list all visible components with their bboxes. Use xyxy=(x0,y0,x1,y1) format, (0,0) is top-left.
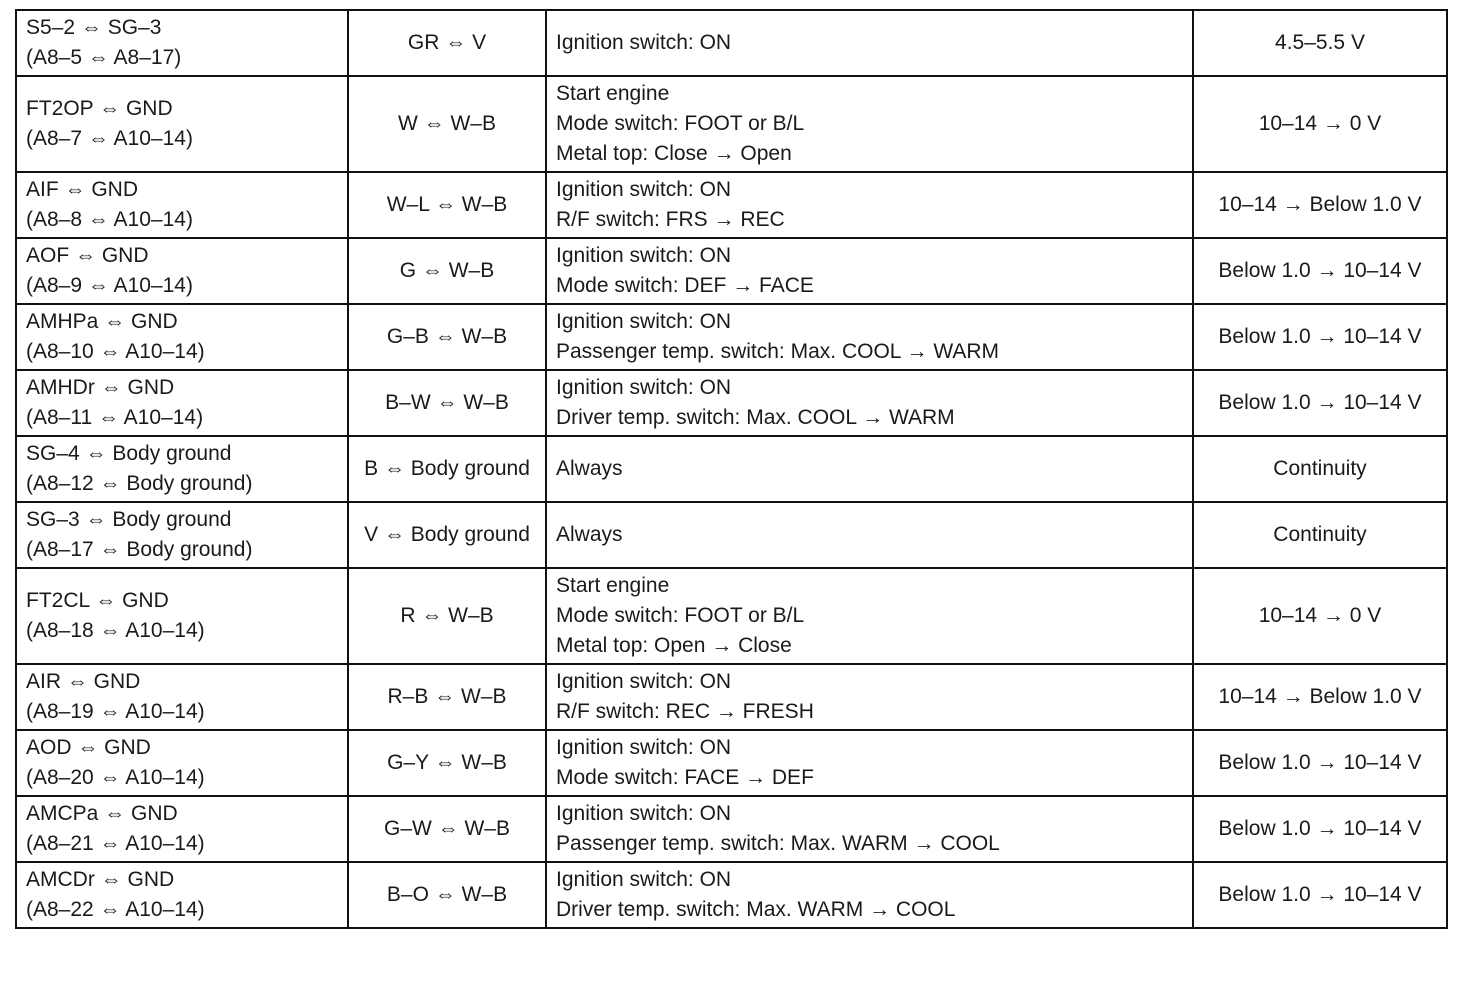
wiring-color-cell: GR ⇔ V xyxy=(348,10,546,76)
terminal-cell xyxy=(16,568,348,664)
specified-condition-cell: 10–14 → Below 1.0 V xyxy=(1193,172,1447,238)
table-row xyxy=(16,370,1447,436)
table-row xyxy=(16,436,1447,502)
table-body xyxy=(16,10,1447,928)
terminal-line: (A8–20 ⇔ A10–14) xyxy=(26,766,205,789)
table-row xyxy=(16,664,1447,730)
terminal-line: (A8–10 ⇔ A10–14) xyxy=(26,340,205,363)
wiring-color-cell: B–O ⇔ W–B xyxy=(348,862,546,928)
wiring-color-cell: G–Y ⇔ W–B xyxy=(348,730,546,796)
wiring-color-cell: W–L ⇔ W–B xyxy=(348,172,546,238)
specified-condition-cell: Continuity xyxy=(1193,502,1447,568)
specified-condition-cell: Below 1.0 → 10–14 V xyxy=(1193,862,1447,928)
terminal-line: S5–2 ⇔ SG–3 xyxy=(26,16,162,39)
condition-line: Ignition switch: ON xyxy=(556,178,732,201)
terminal-line: AIF ⇔ GND xyxy=(26,178,139,201)
specified-condition-cell: Below 1.0 → 10–14 V xyxy=(1193,238,1447,304)
table-row xyxy=(16,304,1447,370)
condition-cell xyxy=(546,370,1193,436)
terminal-line: SG–3 ⇔ Body ground xyxy=(26,508,232,531)
specified-condition-cell: 10–14 → 0 V xyxy=(1193,568,1447,664)
terminal-cell xyxy=(16,862,348,928)
terminal-cell xyxy=(16,502,348,568)
condition-line: Metal top: Open → Close xyxy=(556,634,792,657)
terminal-line: (A8–19 ⇔ A10–14) xyxy=(26,700,205,723)
condition-line: Ignition switch: ON xyxy=(556,310,732,333)
terminal-line: AMCPa ⇔ GND xyxy=(26,802,178,825)
condition-line: Ignition switch: ON xyxy=(556,802,732,825)
specified-condition-cell: Continuity xyxy=(1193,436,1447,502)
terminal-line: AMHPa ⇔ GND xyxy=(26,310,178,333)
wiring-color-cell: W ⇔ W–B xyxy=(348,76,546,172)
terminal-cell xyxy=(16,76,348,172)
terminal-line: AIR ⇔ GND xyxy=(26,670,141,693)
wiring-color-cell: B–W ⇔ W–B xyxy=(348,370,546,436)
condition-line: Mode switch: DEF → FACE xyxy=(556,274,814,297)
wiring-color-cell: R ⇔ W–B xyxy=(348,568,546,664)
table-row xyxy=(16,76,1447,172)
condition-cell xyxy=(546,76,1193,172)
table-row xyxy=(16,796,1447,862)
terminal-line: AOD ⇔ GND xyxy=(26,736,151,759)
terminal-line: (A8–21 ⇔ A10–14) xyxy=(26,832,205,855)
condition-line: Ignition switch: ON xyxy=(556,868,732,891)
specified-condition-cell: Below 1.0 → 10–14 V xyxy=(1193,304,1447,370)
condition-cell xyxy=(546,10,1193,76)
table-row xyxy=(16,730,1447,796)
condition-cell xyxy=(546,862,1193,928)
condition-line: R/F switch: REC → FRESH xyxy=(556,700,814,723)
condition-line: Always xyxy=(556,457,623,480)
terminal-cell xyxy=(16,664,348,730)
condition-cell xyxy=(546,304,1193,370)
condition-cell xyxy=(546,796,1193,862)
condition-line: Ignition switch: ON xyxy=(556,31,732,54)
terminal-cell xyxy=(16,238,348,304)
terminal-line: (A8–5 ⇔ A8–17) xyxy=(26,46,182,69)
table-row xyxy=(16,172,1447,238)
condition-cell xyxy=(546,568,1193,664)
terminal-line: FT2CL ⇔ GND xyxy=(26,589,169,612)
condition-line: Start engine xyxy=(556,574,670,597)
condition-line: Start engine xyxy=(556,82,670,105)
condition-line: Mode switch: FACE → DEF xyxy=(556,766,814,789)
condition-cell xyxy=(546,238,1193,304)
terminal-cell xyxy=(16,370,348,436)
terminal-cell xyxy=(16,436,348,502)
terminal-cell xyxy=(16,10,348,76)
specified-condition-cell: 10–14 → Below 1.0 V xyxy=(1193,664,1447,730)
terminal-line: FT2OP ⇔ GND xyxy=(26,97,173,120)
condition-line: Ignition switch: ON xyxy=(556,376,732,399)
specified-condition-cell: Below 1.0 → 10–14 V xyxy=(1193,796,1447,862)
condition-line: Passenger temp. switch: Max. COOL → WARM xyxy=(556,340,1000,363)
table-row xyxy=(16,862,1447,928)
condition-line: Driver temp. switch: Max. WARM → COOL xyxy=(556,898,956,921)
condition-cell xyxy=(546,172,1193,238)
wiring-color-cell: V ⇔ Body ground xyxy=(348,502,546,568)
condition-line: Ignition switch: ON xyxy=(556,736,732,759)
condition-line: Ignition switch: ON xyxy=(556,670,732,693)
terminal-line: (A8–8 ⇔ A10–14) xyxy=(26,208,193,231)
terminal-line: (A8–7 ⇔ A10–14) xyxy=(26,127,193,150)
table-row xyxy=(16,10,1447,76)
condition-cell xyxy=(546,664,1193,730)
terminal-line: (A8–22 ⇔ A10–14) xyxy=(26,898,205,921)
terminal-line: AOF ⇔ GND xyxy=(26,244,149,267)
condition-line: Always xyxy=(556,523,623,546)
condition-cell xyxy=(546,730,1193,796)
terminal-line: (A8–17 ⇔ Body ground) xyxy=(26,538,253,561)
terminal-cell xyxy=(16,796,348,862)
condition-line: Driver temp. switch: Max. COOL → WARM xyxy=(556,406,955,429)
wiring-color-cell: G–B ⇔ W–B xyxy=(348,304,546,370)
terminal-line: AMHDr ⇔ GND xyxy=(26,376,175,399)
terminal-line: (A8–18 ⇔ A10–14) xyxy=(26,619,205,642)
condition-line: Passenger temp. switch: Max. WARM → COOL xyxy=(556,832,1000,855)
terminal-line: (A8–11 ⇔ A10–14) xyxy=(26,406,204,429)
terminal-line: (A8–12 ⇔ Body ground) xyxy=(26,472,253,495)
condition-line: Mode switch: FOOT or B/L xyxy=(556,112,805,135)
specified-condition-cell: Below 1.0 → 10–14 V xyxy=(1193,370,1447,436)
specified-condition-cell: 4.5–5.5 V xyxy=(1193,10,1447,76)
wiring-color-cell: G ⇔ W–B xyxy=(348,238,546,304)
terminal-line: (A8–9 ⇔ A10–14) xyxy=(26,274,193,297)
condition-line: Metal top: Close → Open xyxy=(556,142,792,165)
wiring-color-cell: B ⇔ Body ground xyxy=(348,436,546,502)
table-row xyxy=(16,238,1447,304)
wiring-color-cell: R–B ⇔ W–B xyxy=(348,664,546,730)
condition-cell xyxy=(546,436,1193,502)
terminal-cell xyxy=(16,172,348,238)
specified-condition-cell: 10–14 → 0 V xyxy=(1193,76,1447,172)
terminal-spec-table xyxy=(15,9,1448,929)
terminal-cell xyxy=(16,730,348,796)
table-row xyxy=(16,502,1447,568)
terminal-line: SG–4 ⇔ Body ground xyxy=(26,442,232,465)
condition-cell xyxy=(546,502,1193,568)
specified-condition-cell: Below 1.0 → 10–14 V xyxy=(1193,730,1447,796)
condition-line: R/F switch: FRS → REC xyxy=(556,208,785,231)
condition-line: Mode switch: FOOT or B/L xyxy=(556,604,805,627)
table-row xyxy=(16,568,1447,664)
wiring-color-cell: G–W ⇔ W–B xyxy=(348,796,546,862)
condition-line: Ignition switch: ON xyxy=(556,244,732,267)
terminal-cell xyxy=(16,304,348,370)
terminal-line: AMCDr ⇔ GND xyxy=(26,868,175,891)
